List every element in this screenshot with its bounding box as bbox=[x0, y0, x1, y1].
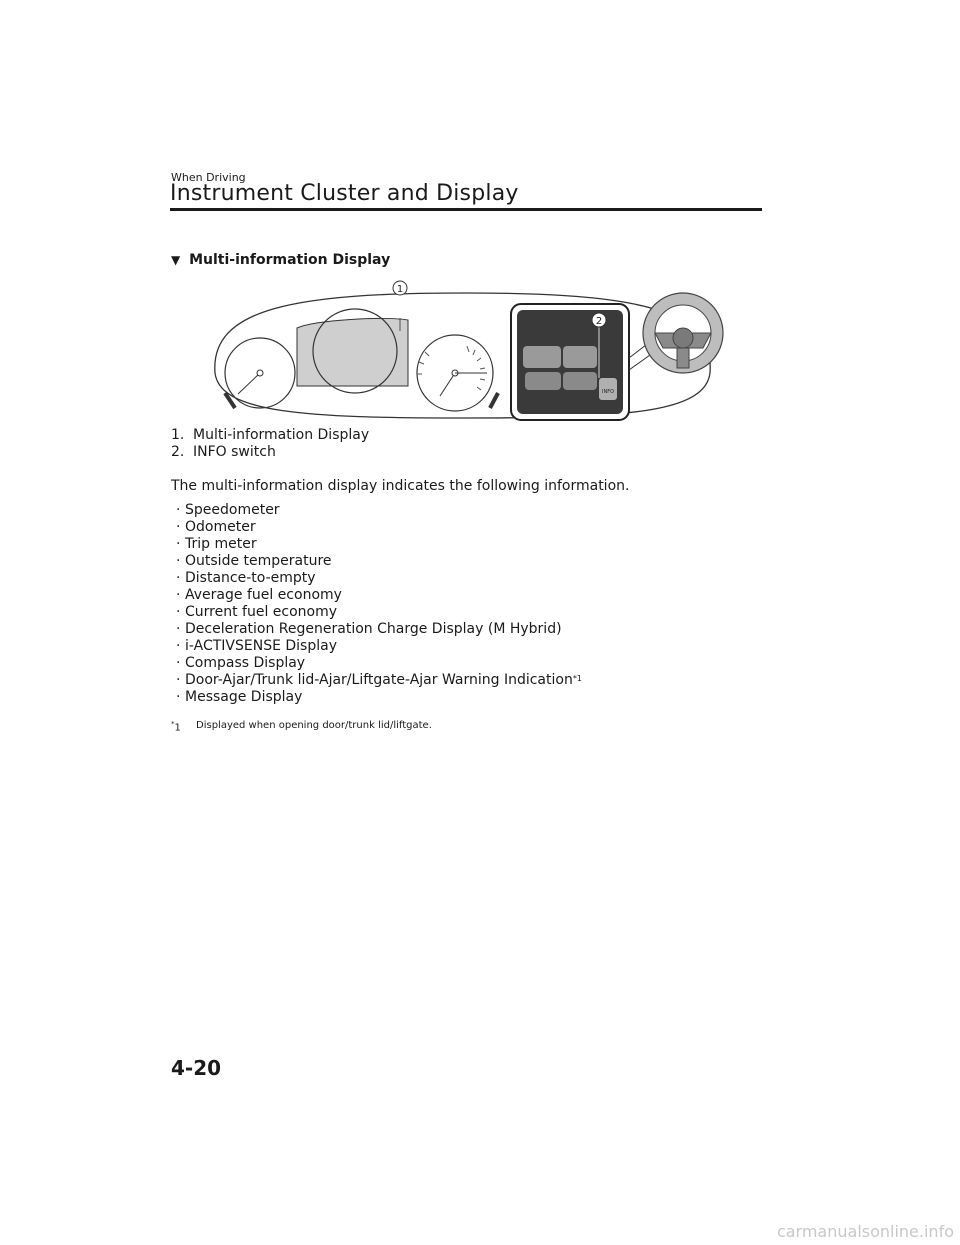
right-gauge-ticks bbox=[417, 346, 485, 390]
callout-1-label: 1 bbox=[396, 284, 404, 295]
list-item bbox=[176, 587, 582, 604]
list-item bbox=[176, 672, 582, 689]
caption-number: 1. bbox=[171, 427, 185, 443]
caption-text: INFO switch bbox=[193, 444, 276, 460]
information-list bbox=[176, 502, 582, 706]
title-rule bbox=[170, 208, 762, 211]
instrument-cluster-illustration bbox=[205, 278, 735, 428]
callout-2-label: 2 bbox=[595, 316, 603, 327]
list-item bbox=[176, 502, 582, 519]
footnote-asterisk: * bbox=[171, 720, 175, 728]
bullet-icon: · bbox=[176, 570, 181, 586]
list-item bbox=[176, 655, 582, 672]
list-item-text: Compass Display bbox=[185, 655, 306, 671]
list-item bbox=[176, 638, 582, 655]
bullet-icon: · bbox=[176, 519, 181, 535]
bullet-icon: · bbox=[176, 604, 181, 620]
page-number: 4-20 bbox=[171, 1056, 222, 1080]
list-item-text: Distance-to-empty bbox=[185, 570, 316, 586]
list-item-text: Trip meter bbox=[185, 536, 257, 552]
multi-information-display-panel bbox=[297, 318, 408, 386]
caption-item bbox=[171, 427, 369, 444]
list-item bbox=[176, 553, 582, 570]
list-item-text: Deceleration Regeneration Charge Display (M Hybrid) bbox=[185, 621, 562, 637]
bullet-icon: · bbox=[176, 689, 181, 705]
list-item bbox=[176, 519, 582, 536]
bullet-icon: · bbox=[176, 536, 181, 552]
bullet-icon: · bbox=[176, 553, 181, 569]
bullet-icon: · bbox=[176, 638, 181, 654]
bullet-icon: · bbox=[176, 655, 181, 671]
subheading-text: Multi-information Display bbox=[189, 252, 391, 268]
list-item-text: Current fuel economy bbox=[185, 604, 338, 620]
subheading bbox=[171, 252, 390, 268]
cluster-housing bbox=[215, 293, 710, 418]
footnote-number: 1 bbox=[174, 722, 181, 734]
footnote-reference[interactable]: *1 bbox=[572, 674, 582, 683]
list-item bbox=[176, 536, 582, 553]
list-item-text: Message Display bbox=[185, 689, 303, 705]
list-item bbox=[176, 621, 582, 638]
list-item-text: Odometer bbox=[185, 519, 256, 535]
list-item-text: i-ACTIVSENSE Display bbox=[185, 638, 337, 654]
bullet-icon: · bbox=[176, 672, 181, 688]
caption-number: 2. bbox=[171, 444, 185, 460]
list-item-text: Door-Ajar/Trunk lid-Ajar/Liftgate-Ajar Warning Indication bbox=[185, 672, 573, 688]
triangle-down-icon: ▼ bbox=[171, 253, 181, 267]
bullet-icon: · bbox=[176, 587, 181, 603]
footnote-text: Displayed when opening door/trunk lid/liftgate. bbox=[196, 720, 432, 731]
bullet-icon: · bbox=[176, 502, 181, 518]
watermark: carmanualsonline.info bbox=[776, 1222, 954, 1241]
list-item bbox=[176, 604, 582, 621]
list-item bbox=[176, 689, 582, 706]
info-switch-label: INFO bbox=[601, 389, 615, 395]
caption-item bbox=[171, 444, 369, 461]
figure-captions bbox=[171, 427, 369, 461]
list-item-text: Average fuel economy bbox=[185, 587, 342, 603]
caption-text: Multi-information Display bbox=[193, 427, 370, 443]
footnote-mark bbox=[171, 720, 196, 733]
list-item-text: Outside temperature bbox=[185, 553, 332, 569]
page-title: Instrument Cluster and Display bbox=[170, 181, 519, 206]
list-item bbox=[176, 570, 582, 587]
list-item-text: Speedometer bbox=[185, 502, 280, 518]
intro-paragraph: The multi-information display indicates the following information. bbox=[171, 478, 630, 494]
bullet-icon: · bbox=[176, 621, 181, 637]
section-label: When Driving bbox=[171, 171, 246, 184]
footnote bbox=[171, 720, 432, 733]
